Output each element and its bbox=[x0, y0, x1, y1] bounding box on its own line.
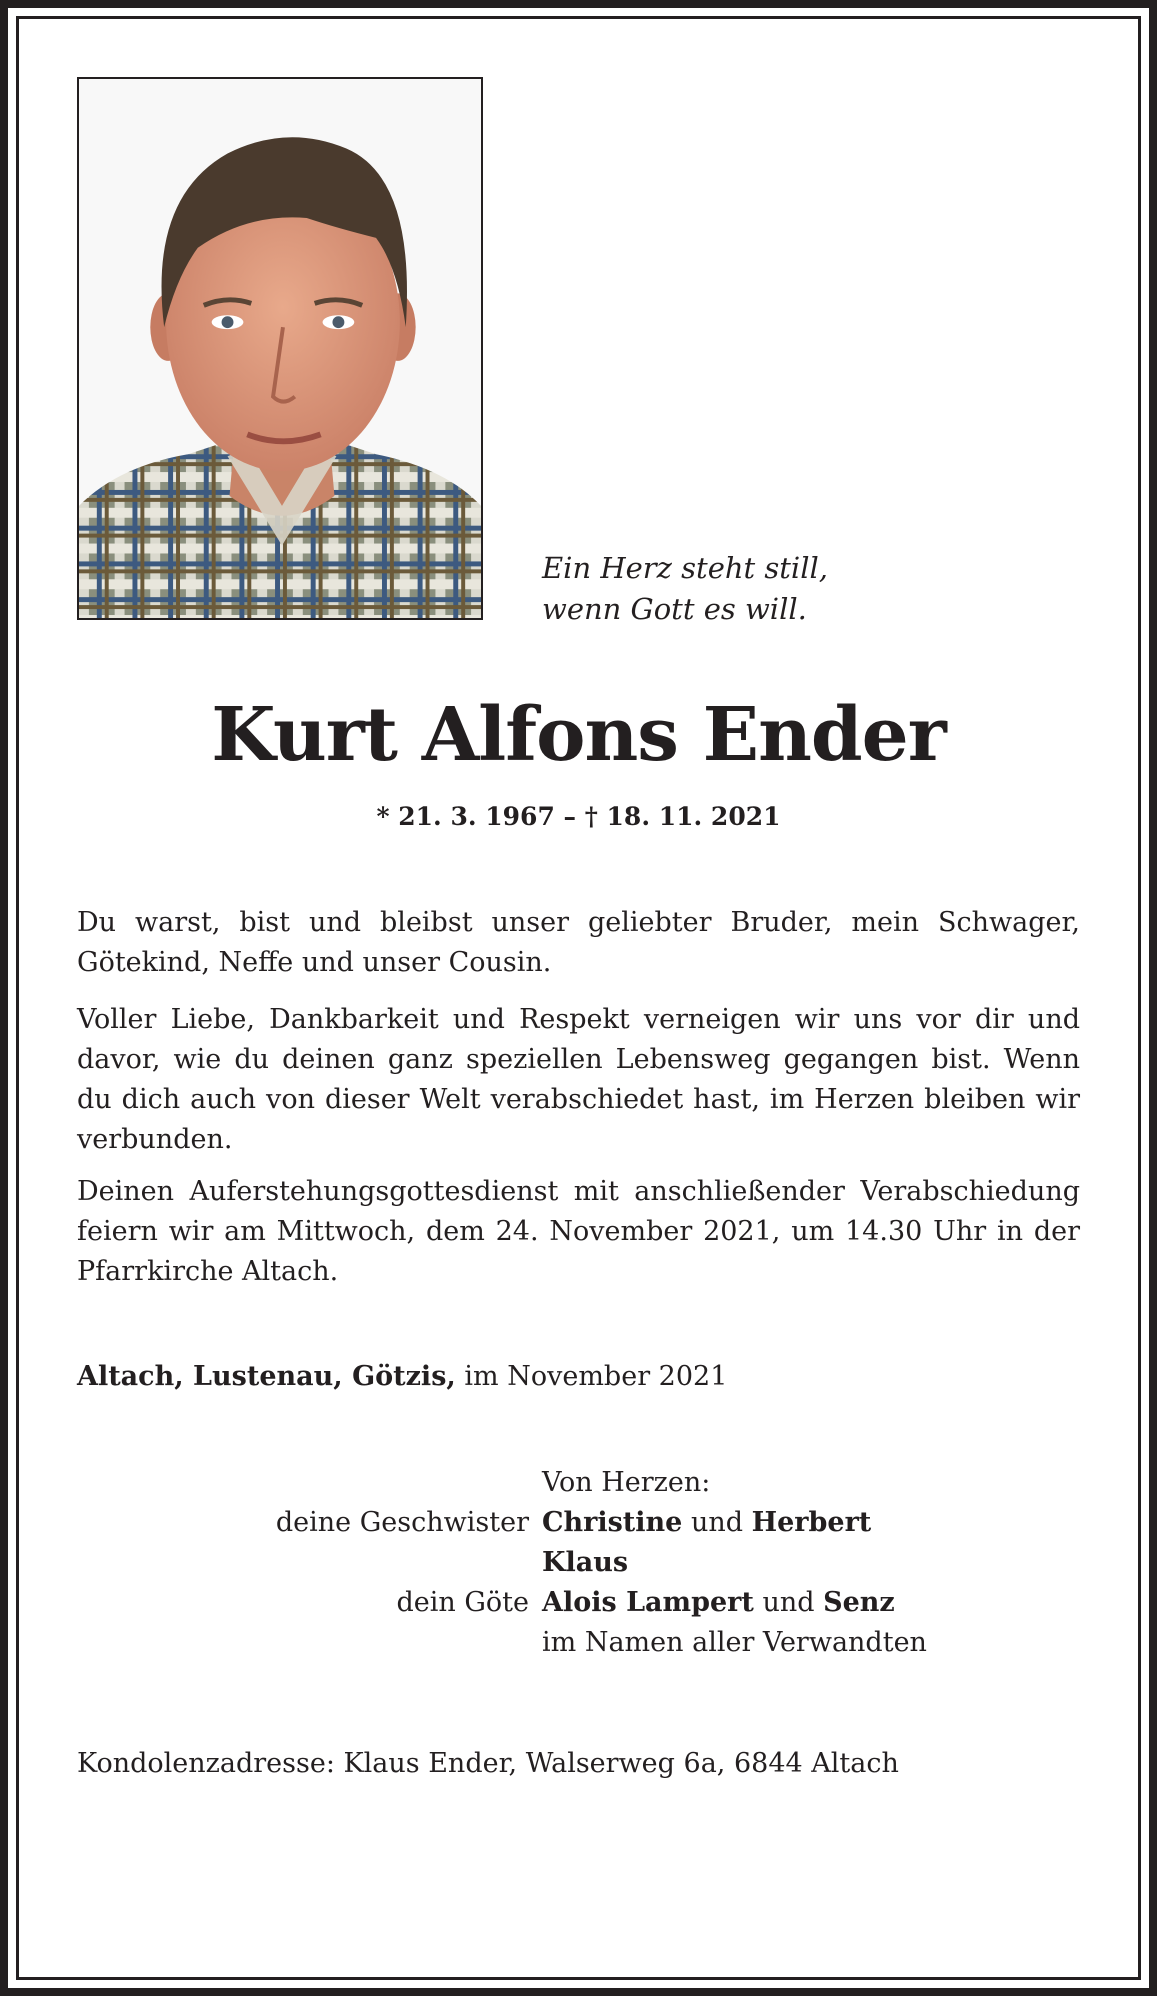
signoff-row-godparent bbox=[0, 1583, 1157, 1623]
godparent-alois-lampert: Alois Lampert bbox=[542, 1587, 754, 1618]
signoff-row-siblings bbox=[0, 1503, 1157, 1543]
place-date: im November 2021 bbox=[464, 1361, 728, 1392]
conjunction: und bbox=[762, 1587, 815, 1618]
portrait-illustration bbox=[79, 79, 481, 618]
paragraph-3: Deinen Auferstehungsgottesdienst mit anschließender Verabschiedung feiern wir am Mittwoch, dem 24. November 2021, um 14.30 Uhr in der Pfarrkirche Altach. bbox=[77, 1176, 1080, 1287]
signoff-row-relatives bbox=[0, 1623, 1157, 1663]
sibling-klaus-wrap bbox=[542, 1543, 628, 1583]
signoff-row-klaus bbox=[0, 1543, 1157, 1583]
motto-quote bbox=[542, 548, 828, 630]
conjunction: und bbox=[690, 1507, 743, 1538]
sibling-christine: Christine bbox=[542, 1507, 683, 1538]
life-dates: * 21. 3. 1967 – † 18. 11. 2021 bbox=[376, 802, 781, 831]
sibling-herbert: Herbert bbox=[751, 1507, 872, 1538]
place-towns: Altach, Lustenau, Götzis, bbox=[77, 1361, 456, 1392]
siblings-names bbox=[542, 1503, 871, 1543]
portrait-photo bbox=[77, 77, 483, 620]
godparent-label: dein Göte bbox=[396, 1587, 529, 1618]
signoff-block bbox=[0, 1463, 1157, 1663]
paragraph-2: Voller Liebe, Dankbarkeit und Respekt verneigen wir uns vor dir und davor, wie du deinen ganz speziellen Lebensweg gegangen bist. Wenn du dich auch von dieser Welt verabschiedet hast, im Herzen bleiben wir verbunden. bbox=[77, 1004, 1080, 1155]
sibling-klaus: Klaus bbox=[542, 1547, 629, 1578]
deceased-name: Kurt Alfons Ender bbox=[211, 692, 946, 778]
signoff-intro: Von Herzen: bbox=[542, 1467, 711, 1498]
paragraph-1: Du warst, bist und bleibst unser geliebter Bruder, mein Schwager, Götekind, Neffe und unser Cousin. bbox=[77, 907, 1080, 978]
motto-line-2: wenn Gott es will. bbox=[542, 592, 807, 626]
godparent-senz: Senz bbox=[823, 1587, 895, 1618]
place-and-date bbox=[77, 1357, 727, 1397]
motto-line-1: Ein Herz steht still, bbox=[542, 551, 828, 585]
godparent-names bbox=[542, 1583, 895, 1623]
signoff-row-intro bbox=[0, 1463, 1157, 1503]
relatives-line: im Namen aller Verwandten bbox=[542, 1627, 927, 1658]
condolence-address: Kondolenzadresse: Klaus Ender, Walserweg 6a, 6844 Altach bbox=[77, 1748, 899, 1779]
siblings-label: deine Geschwister bbox=[275, 1507, 529, 1538]
